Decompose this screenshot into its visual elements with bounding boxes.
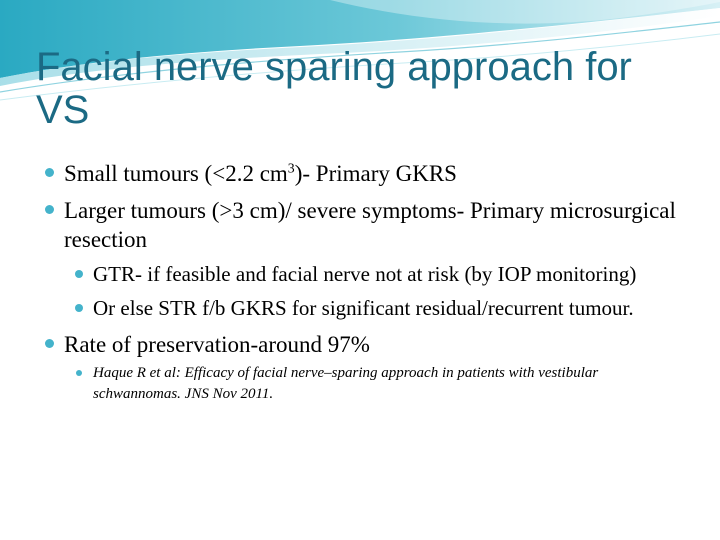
- reference-text: Haque R et al: Efficacy of facial nerve–sparing approach in patients with vestibular schwannomas. JNS Nov 2011.: [93, 365, 599, 402]
- superscript-3: 3: [287, 160, 295, 176]
- bullet-rate-of-preservation: [44, 330, 684, 359]
- bullet-text: Rate of preservation-around 97%: [64, 332, 370, 357]
- slide-body: [44, 159, 684, 405]
- bullet-text: Larger tumours (>3 cm)/ severe symptoms- Primary microsurgical resection: [64, 198, 676, 252]
- slide-title-line-1: Facial nerve sparing approach for: [36, 45, 632, 89]
- bullet-text-pre: Small tumours (<2.2 cm: [64, 161, 288, 186]
- bullet-dot: [75, 304, 83, 312]
- bullet-text: Or else STR f/b GKRS for significant residual/recurrent tumour.: [93, 296, 634, 320]
- bullet-dot: [76, 370, 82, 376]
- slide-title-line-2: VS: [36, 88, 90, 132]
- bullet-dot: [45, 339, 54, 348]
- bullet-text-post: )- Primary GKRS: [294, 161, 457, 186]
- bullet-dot: [45, 205, 54, 214]
- bullet-larger-tumours: [44, 196, 684, 254]
- bullet-text: GTR- if feasible and facial nerve not at risk (by IOP monitoring): [93, 262, 637, 286]
- bullet-small-tumours: [44, 159, 684, 188]
- bullet-dot: [45, 168, 54, 177]
- slide-title: [36, 46, 696, 132]
- subbullet-reference: [74, 363, 684, 405]
- subbullet-str: [74, 294, 684, 322]
- bullet-dot: [75, 270, 83, 278]
- subbullet-gtr: [74, 260, 684, 288]
